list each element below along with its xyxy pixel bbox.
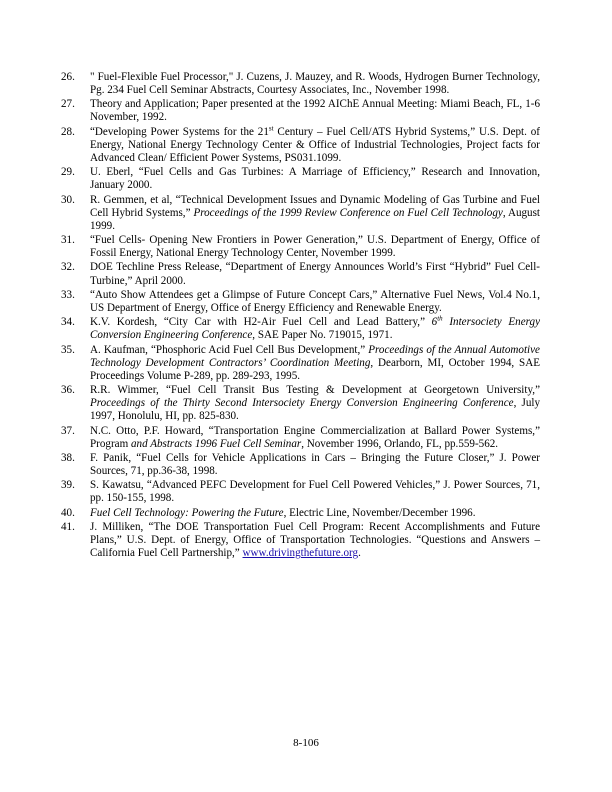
reference-italic-text: and Abstracts 1996 Fuel Cell Seminar (130, 437, 302, 450)
reference-number: 28. (61, 125, 75, 138)
reference-text: “Fuel Cells- Opening New Frontiers in Power Generation,” U.S. Department of Energy, Office of Fossil Energy, National Energy Technology Center, November 1999. (90, 234, 540, 260)
reference-item (61, 71, 540, 97)
reference-text: S. Kawatsu, “Advanced PEFC Development for Fuel Cell Powered Vehicles,” J. Power Sources, 71, pp. 150-155, 1998. (90, 479, 540, 505)
reference-number: 27. (61, 98, 75, 111)
reference-item (61, 98, 540, 124)
reference-text: “Auto Show Attendees get a Glimpse of Future Concept Cars,” Alternative Fuel News, Vol.4 No.1, US Department of Energy, Office of Energy Efficiency and Renewable Energy. (90, 288, 540, 314)
reference-number: 32. (61, 261, 75, 274)
reference-text: Theory and Application; Paper presented at the 1992 AIChE Annual Meeting: Miami Beach, FL, 1-6 November, 1992. (90, 98, 540, 124)
reference-text: R. Gemmen, et al, “Technical Development Issues and Dynamic Modeling of Gas Turbine and Fuel Cell Hybrid Systems,” (90, 193, 540, 219)
reference-italic-text: 6 (431, 316, 438, 329)
reference-text: , July 1997, Honolulu, HI, pp. 825-830. (90, 397, 540, 423)
reference-item (61, 344, 540, 383)
reference-text: “Developing Power Systems for the 21 (90, 125, 269, 138)
reference-link[interactable]: www.drivingthefuture.org (242, 547, 359, 560)
reference-item (61, 425, 540, 451)
reference-text: R.R. Wimmer, “Fuel Cell Transit Bus Testing & Development at Georgetown University,” (90, 384, 540, 397)
reference-item (61, 452, 540, 478)
reference-number: 41. (61, 520, 75, 533)
reference-number: 37. (61, 424, 75, 437)
reference-number: 31. (61, 234, 75, 247)
reference-list (61, 71, 540, 561)
reference-text: , SAE Paper No. 719015, 1971. (252, 329, 393, 342)
reference-text: " Fuel-Flexible Fuel Processor," J. Cuzens, J. Mauzey, and R. Woods, Hydrogen Burner Technology, Pg. 234 Fuel Cell Seminar Abstracts, Courtesy Associates, Inc., November 1998. (90, 71, 540, 97)
reference-item (61, 194, 540, 233)
reference-number: 26. (61, 71, 75, 83)
reference-italic-text: Intersociety Energy Conversion Engineering Conference (90, 316, 540, 342)
reference-number: 39. (61, 479, 75, 492)
reference-number: 35. (61, 343, 75, 356)
reference-item (61, 289, 540, 315)
reference-text: F. Panik, “Fuel Cells for Vehicle Applications in Cars – Bringing the Future Closer,” J. Power Sources, 71, pp.36-38, 1998. (90, 451, 540, 477)
superscript: st (268, 124, 274, 133)
reference-item (61, 166, 540, 192)
reference-number: 38. (61, 451, 75, 464)
reference-item (61, 507, 540, 520)
reference-italic-text: Fuel Cell Technology: Powering the Future (90, 506, 284, 519)
reference-item (61, 384, 540, 423)
reference-number: 29. (61, 166, 75, 179)
reference-text: N.C. Otto, P.F. Howard, “Transportation Engine Commercialization at Ballard Power Systems,” Program (90, 424, 540, 450)
page-number: 8-106 (293, 737, 319, 749)
reference-item (61, 521, 540, 560)
reference-number: 36. (61, 384, 75, 397)
reference-text: . (358, 547, 361, 560)
reference-text: , Dearborn, MI, October 1994, SAE Proceedings Volume P-289, pp. 289-293, 1995. (90, 356, 540, 382)
reference-italic-text: Proceedings of the Thirty Second Intersociety Energy Conversion Engineering Conference (90, 397, 514, 410)
reference-item (61, 316, 540, 342)
reference-text: J. Milliken, “The DOE Transportation Fuel Cell Program: Recent Accomplishments and Future Plans,” U.S. Dept. of Energy, Office of Transportation Technologies. “Questions and Answers – California Fuel Cell Partnership,” (90, 520, 540, 560)
reference-text: U. Eberl, “Fuel Cells and Gas Turbines: A Marriage of Efficiency,” Research and Innovation, January 2000. (90, 166, 540, 192)
reference-number: 34. (61, 316, 75, 329)
reference-item (61, 234, 540, 260)
reference-text: DOE Techline Press Release, “Department of Energy Announces World’s First “Hybrid” Fuel Cell-Turbine,” April 2000. (90, 261, 540, 287)
reference-italic-text: Proceedings of the Annual Automotive Technology Development Contractors’ Coordination Meeting (90, 343, 540, 369)
superscript: th (437, 314, 443, 323)
reference-number: 33. (61, 288, 75, 301)
reference-text: , November 1996, Orlando, FL, pp.559-562. (301, 437, 499, 450)
reference-text: , Electric Line, November/December 1996. (283, 506, 476, 519)
reference-text: , August 1999. (90, 206, 540, 232)
reference-text: Century – Fuel Cell/ATS Hybrid Systems,” U.S. Dept. of Energy, National Energy Technology Center & Office of Industrial Technologies, Project facts for Advanced Clean/ Efficient Power Systems, PS031.1099. (90, 125, 540, 164)
reference-number: 40. (61, 506, 75, 519)
reference-text: K.V. Kordesh, “City Car with H2-Air Fuel Cell and Lead Battery,” (90, 316, 432, 329)
reference-item (61, 479, 540, 505)
reference-number: 30. (61, 193, 75, 206)
reference-text: A. Kaufman, “Phosphoric Acid Fuel Cell Bus Development,” (90, 343, 369, 356)
reference-italic-text: Proceedings of the 1999 Review Conference on Fuel Cell Technology (193, 206, 503, 219)
reference-item (61, 126, 540, 165)
reference-item (61, 261, 540, 287)
